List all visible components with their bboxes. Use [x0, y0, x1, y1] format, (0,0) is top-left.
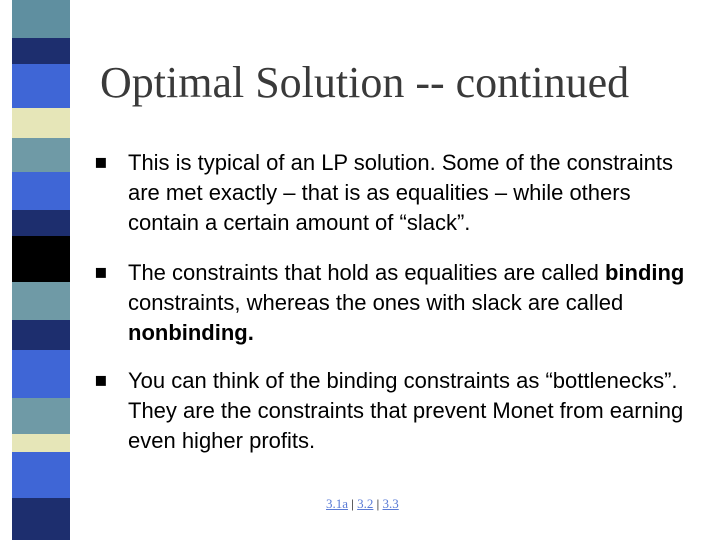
link-3-1a[interactable]: 3.1a — [326, 496, 349, 511]
bullet-text-part: The constraints that hold as equalities are called — [128, 260, 605, 285]
square-bullet-icon — [96, 158, 106, 168]
bullet-text — [128, 258, 698, 348]
square-bullet-icon — [96, 268, 106, 278]
strip-block — [12, 172, 70, 210]
bullet-text: You can think of the binding constraints as “bottlenecks”. They are the constraints that prevent Monet from earning even higher profits. — [128, 368, 684, 453]
strip-block — [12, 38, 70, 64]
strip-block — [12, 0, 70, 38]
bullet-text: This is typical of an LP solution. Some of the constraints are met exactly – that is as equalities – while others contain a certain amount of “slack”. — [128, 150, 673, 235]
strip-block — [12, 210, 70, 236]
bold-term-nonbinding: nonbinding. — [128, 320, 254, 345]
strip-block — [12, 320, 70, 350]
strip-block — [12, 434, 70, 452]
strip-block — [12, 138, 70, 172]
slide-title: Optimal Solution -- continued — [100, 58, 630, 107]
nav-separator: | — [373, 496, 383, 511]
strip-block — [12, 108, 70, 138]
bullet-text-part: constraints, whereas the ones with slack are called — [128, 290, 624, 315]
strip-block — [12, 236, 70, 282]
strip-block — [12, 498, 70, 540]
square-bullet-icon — [96, 376, 106, 386]
strip-block — [12, 64, 70, 108]
nav-separator: | — [348, 496, 358, 511]
strip-block — [12, 282, 70, 320]
link-3-3[interactable]: 3.3 — [382, 496, 399, 511]
link-3-2[interactable]: 3.2 — [357, 496, 374, 511]
strip-block — [12, 398, 70, 434]
strip-block — [12, 452, 70, 498]
slide-nav-links — [326, 496, 399, 512]
strip-block — [12, 350, 70, 398]
decorative-left-strip — [12, 0, 70, 540]
bold-term-binding: binding — [604, 260, 685, 285]
